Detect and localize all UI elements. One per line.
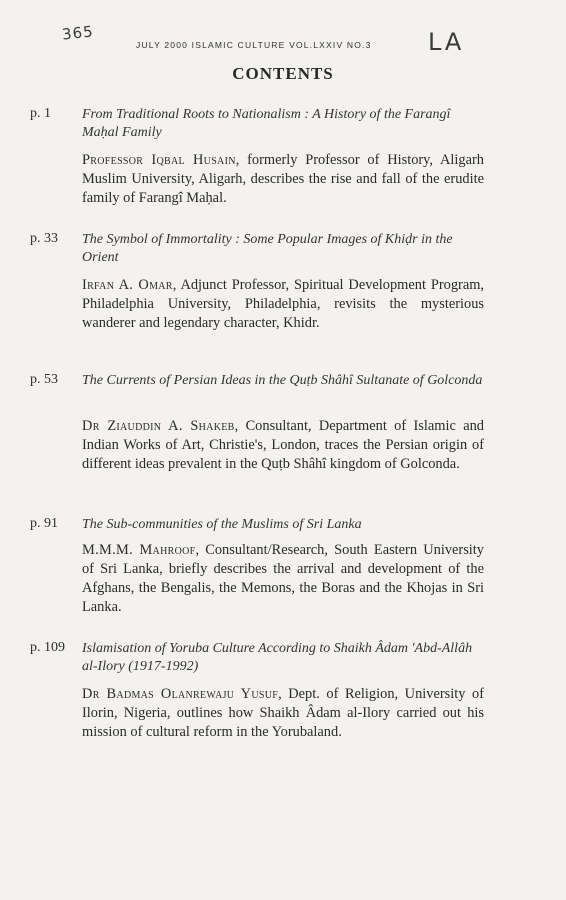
- running-head: JULY 2000 ISLAMIC CULTURE VOL.LXXIV NO.3: [136, 40, 372, 50]
- entry-description: [82, 276, 484, 333]
- handwritten-initials: LA: [428, 28, 465, 56]
- entry-author: M.M.M. Mahroof: [82, 542, 196, 558]
- entry-summary: , Consultant/Research, South Eastern University of Sri Lanka, briefly describes the arrival and development of the Afghans, the Bengalis, the Memons, the Boras and the Khojas in Sri Lanka.: [82, 542, 484, 615]
- entry-title: The Sub-communities of the Muslims of Sri Lanka: [82, 517, 362, 532]
- entry-summary: , Adjunct Professor, Spiritual Development Program, Philadelphia University, Philadelphia, revisits the mysterious wanderer and legendary character, Khidr.: [82, 277, 485, 331]
- entry-author: Dr Ziauddin A. Shakeb: [82, 418, 235, 434]
- entry-description: [82, 417, 484, 474]
- entry-page-number: p. 53: [30, 372, 58, 387]
- entry-title: Islamisation of Yoruba Culture According to Shaikh Âdam 'Abd-Allâh al-Ilory (1917-1992): [82, 641, 473, 674]
- entry-page-number: p. 1: [30, 106, 51, 121]
- entry-summary: , Dept. of Religion, University of Ilorin, Nigeria, outlines how Shaikh Âdam al-Ilory carried out his mission of cultural reform in the Yorubaland.: [82, 686, 484, 740]
- entry-page-number: p. 33: [30, 231, 58, 246]
- entry-author: Irfan A. Omar: [82, 277, 173, 293]
- entry-page-number: p. 109: [30, 640, 65, 655]
- handwritten-page-number: 365: [61, 22, 95, 44]
- entry-page-number: p. 91: [30, 516, 58, 531]
- entry-title: The Currents of Persian Ideas in the Quṭb Shâhî Sultanate of Golconda: [82, 373, 483, 388]
- entry-description: [82, 541, 484, 617]
- contents-heading: CONTENTS: [232, 64, 334, 83]
- entry-author: Dr Badmas Olanrewaju Yusuf: [82, 686, 279, 702]
- entry-title: The Symbol of Immortality : Some Popular Images of Khiḍr in the Orient: [82, 232, 453, 265]
- entry-summary: , Consultant, Department of Islamic and Indian Works of Art, Christie's, London, traces the Persian origin of different ideas prevalent in the Quṭb Shâhî kingdom of Golconda.: [82, 418, 484, 472]
- entry-title: From Traditional Roots to Nationalism : A History of the Farangî Maḥal Family: [82, 107, 451, 140]
- entry-author: Professor Iqbal Husain: [82, 152, 236, 168]
- entry-description: [82, 151, 484, 208]
- entry-description: [82, 685, 484, 742]
- entry-summary: , formerly Professor of History, Aligarh Muslim University, Aligarh, describes the rise and fall of the erudite family of Farangî Maḥal.: [82, 152, 484, 206]
